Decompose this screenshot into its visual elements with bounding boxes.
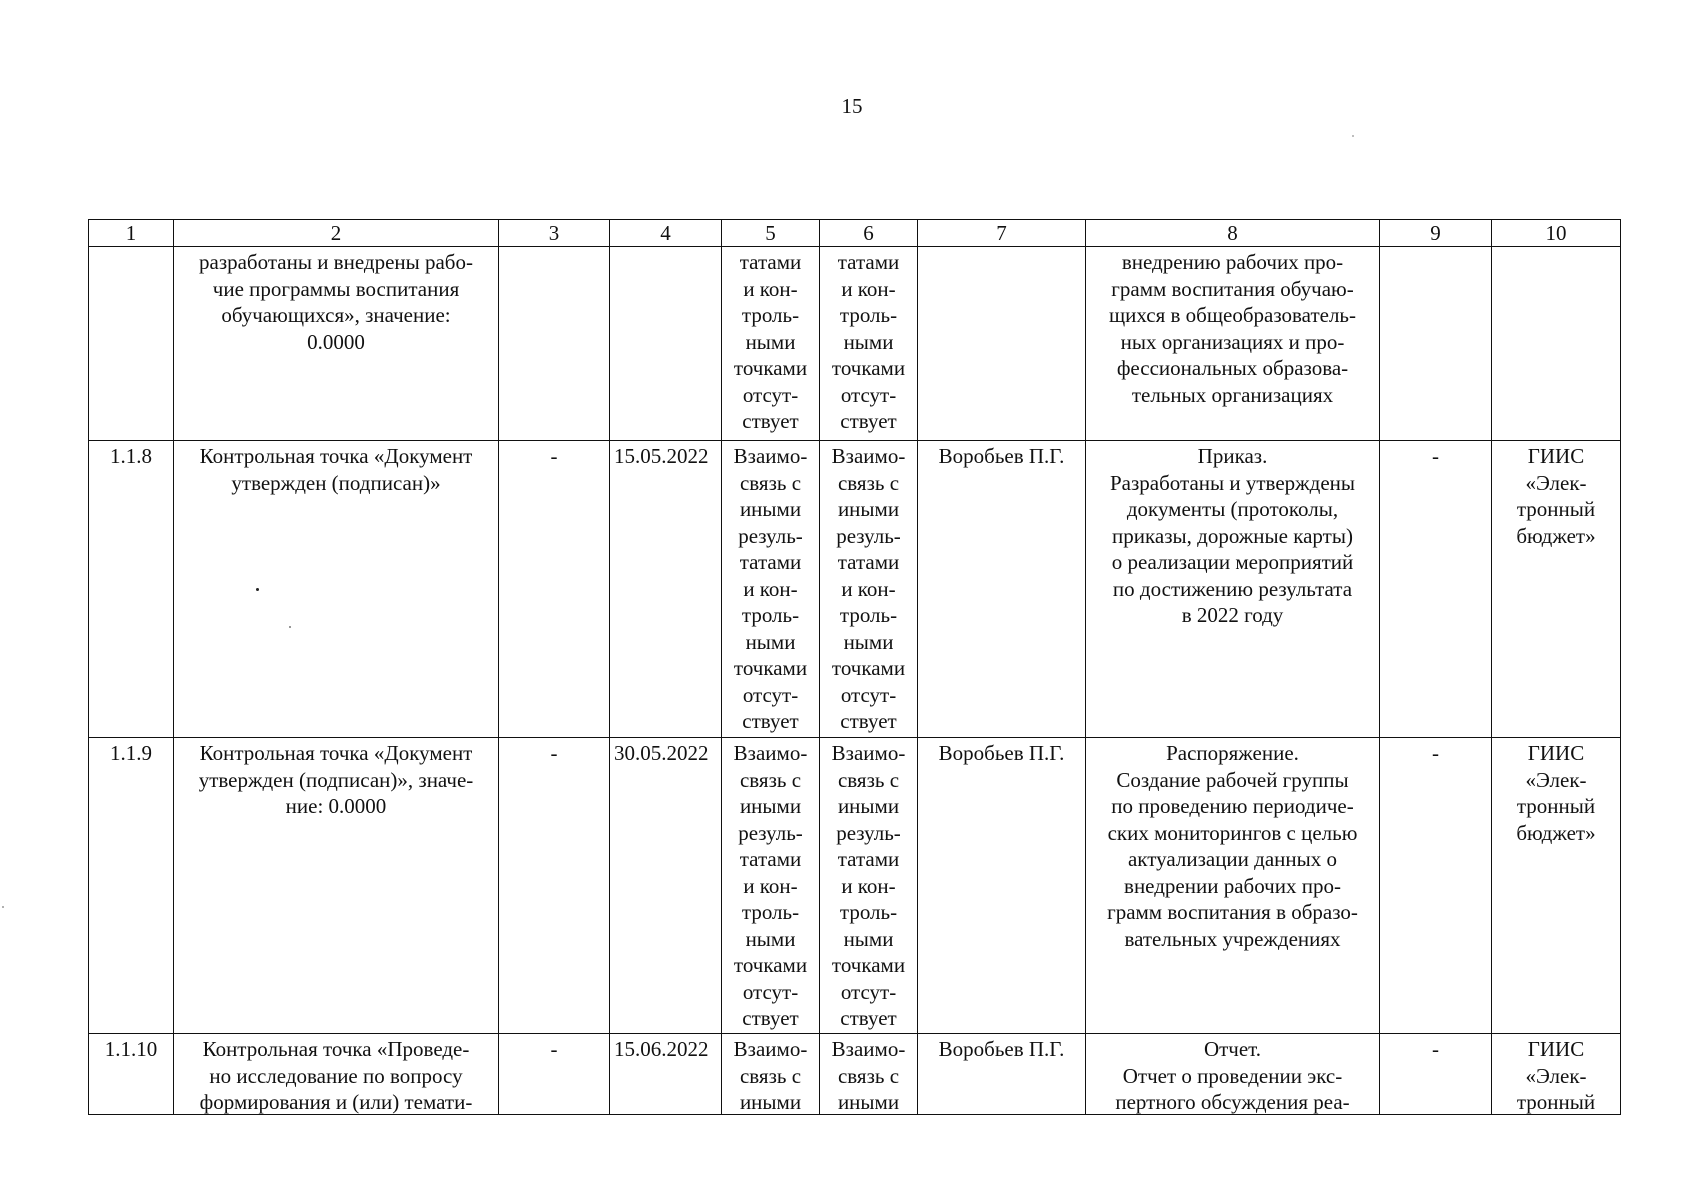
column-header-9: 9 — [1380, 220, 1492, 247]
cell-document-description: Отчет. Отчет о проведении экс- пертного обсуждения реа- — [1086, 1034, 1380, 1115]
page-number: 15 — [841, 94, 863, 118]
cell-result-name: Контрольная точка «Проведе- но исследование по вопросу формирования и (или) темати- — [174, 1034, 499, 1115]
cell-level: - — [1380, 1034, 1492, 1115]
cell-level: - — [1380, 738, 1492, 1034]
cell-number: 1.1.8 — [89, 441, 174, 738]
table-row — [89, 441, 1621, 738]
column-header-2: 2 — [174, 220, 499, 247]
cell-result-name: разработаны и внедрены рабо- чие программы воспитания обучающихся», значение: 0.0000 — [174, 247, 499, 441]
cell-successors: Взаимо- связь с иными резуль- татами и кон- троль- ными точками отсут- ствует — [820, 738, 918, 1034]
cell-successors: Взаимо- связь с иными — [820, 1034, 918, 1115]
cell-predecessors: Взаимо- связь с иными — [722, 1034, 820, 1115]
cell-predecessors: Взаимо- связь с иными резуль- татами и кон- троль- ными точками отсут- ствует — [722, 738, 820, 1034]
cell-successors: Взаимо- связь с иными резуль- татами и кон- троль- ными точками отсут- ствует — [820, 441, 918, 738]
column-header-8: 8 — [1086, 220, 1380, 247]
cell-successors: татами и кон- троль- ными точками отсут- ствует — [820, 247, 918, 441]
column-header-3: 3 — [499, 220, 610, 247]
cell-number: 1.1.9 — [89, 738, 174, 1034]
cell-number — [89, 247, 174, 441]
column-header-1: 1 — [89, 220, 174, 247]
header-row — [89, 220, 1621, 247]
plan-table — [88, 219, 1621, 1115]
cell-deadline: 15.06.2022 — [610, 1034, 722, 1115]
column-header-5: 5 — [722, 220, 820, 247]
cell-info-system — [1492, 247, 1621, 441]
cell-result-name: Контрольная точка «Документ утвержден (подписан)» — [174, 441, 499, 738]
cell-deadline — [610, 247, 722, 441]
column-header-6: 6 — [820, 220, 918, 247]
cell-info-system: ГИИС «Элек- тронный — [1492, 1034, 1621, 1115]
cell-base-value: - — [499, 1034, 610, 1115]
column-header-10: 10 — [1492, 220, 1621, 247]
scan-speck — [2, 906, 4, 908]
cell-responsible — [918, 247, 1086, 441]
cell-predecessors: Взаимо- связь с иными резуль- татами и кон- троль- ными точками отсут- ствует — [722, 441, 820, 738]
cell-document-description: внедрению рабочих про- грамм воспитания обучаю- щихся в общеобразователь- ных организациях и про- фессиональных образова- тельных организациях — [1086, 247, 1380, 441]
cell-document-description: Распоряжение. Создание рабочей группы по проведению периодиче- ских мониторингов с целью актуализации данных о внедрении рабочих про- грамм воспитания в образо- вательных учреждениях — [1086, 738, 1380, 1034]
cell-responsible: Воробьев П.Г. — [918, 1034, 1086, 1115]
scan-speck — [256, 588, 259, 591]
cell-base-value: - — [499, 441, 610, 738]
cell-deadline: 15.05.2022 — [610, 441, 722, 738]
table-row — [89, 247, 1621, 441]
cell-base-value — [499, 247, 610, 441]
cell-document-description: Приказ. Разработаны и утверждены документы (протоколы, приказы, дорожные карты) о реализации мероприятий по достижению результата в 2022 году — [1086, 441, 1380, 738]
scan-speck — [1352, 135, 1354, 137]
cell-base-value: - — [499, 738, 610, 1034]
cell-info-system: ГИИС «Элек- тронный бюджет» — [1492, 738, 1621, 1034]
column-header-4: 4 — [610, 220, 722, 247]
cell-result-name: Контрольная точка «Документ утвержден (подписан)», значе- ние: 0.0000 — [174, 738, 499, 1034]
cell-level: - — [1380, 441, 1492, 738]
cell-responsible: Воробьев П.Г. — [918, 441, 1086, 738]
cell-deadline: 30.05.2022 — [610, 738, 722, 1034]
cell-number: 1.1.10 — [89, 1034, 174, 1115]
table-row — [89, 738, 1621, 1034]
table-row — [89, 1034, 1621, 1115]
column-header-7: 7 — [918, 220, 1086, 247]
cell-predecessors: татами и кон- троль- ными точками отсут- ствует — [722, 247, 820, 441]
scan-speck — [289, 626, 291, 628]
cell-info-system: ГИИС «Элек- тронный бюджет» — [1492, 441, 1621, 738]
cell-level — [1380, 247, 1492, 441]
cell-responsible: Воробьев П.Г. — [918, 738, 1086, 1034]
